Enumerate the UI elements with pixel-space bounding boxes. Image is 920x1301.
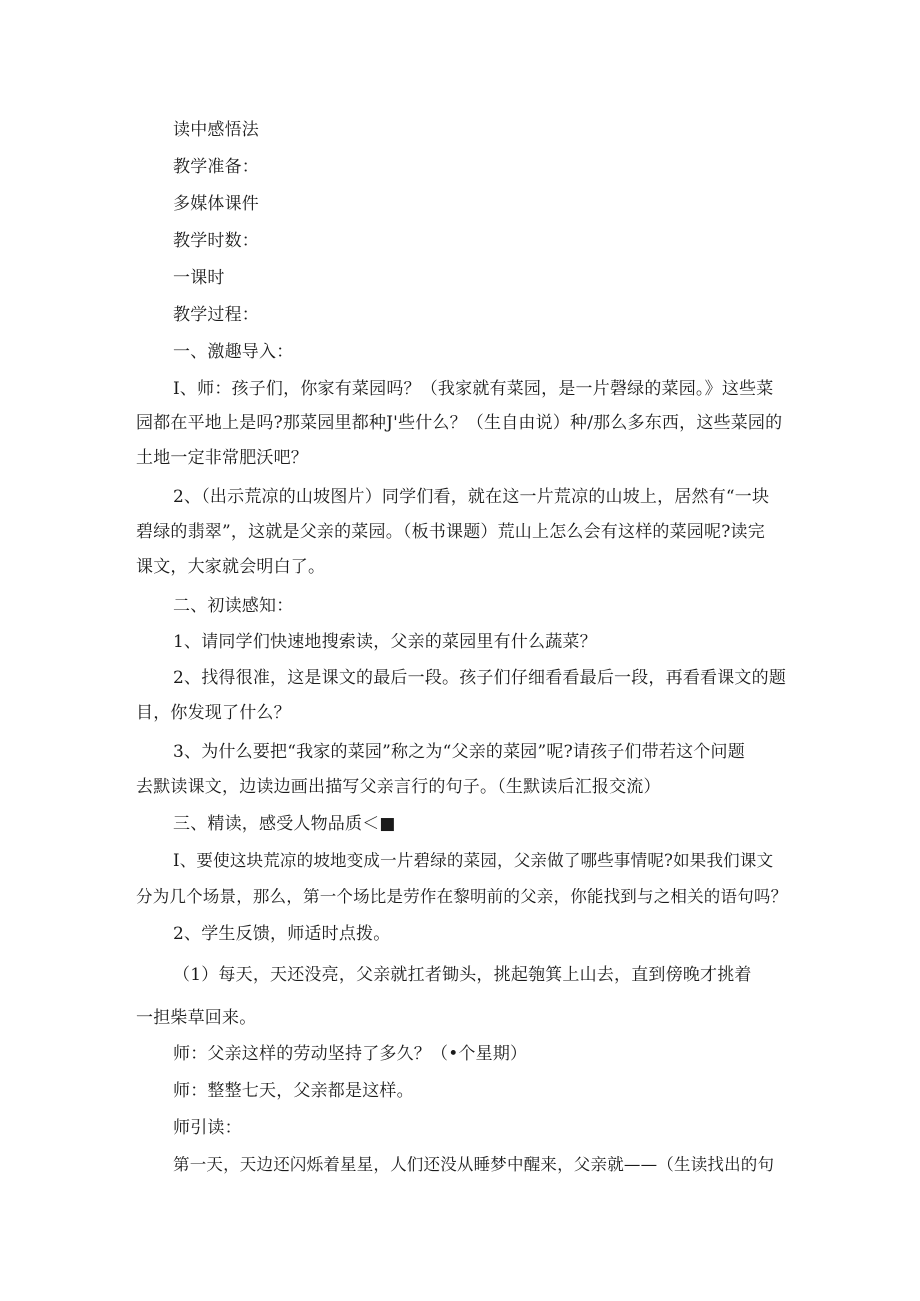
paragraph-line: 碧绿的翡翠”，这就是父亲的菜园。（板书课题）荒山上怎么会有这样的菜园呢?读完	[136, 522, 765, 542]
section-2-heading: 二、初读感知：	[173, 596, 294, 616]
paragraph-line: 2、找得很准，这是课文的最后一段。孩子们仔细看看最后一段，再看看课文的题	[173, 668, 787, 688]
section-3-heading: 三、精读，感受人物品质＜■	[173, 814, 396, 834]
paragraph-line: 去默读课文，边读边画出描写父亲言行的句子。（生默读后汇报交流）	[136, 777, 661, 797]
paragraph-line: 第一天，天边还闪烁着星星，人们还没从睡梦中醒来，父亲就——（生读找出的句	[173, 1155, 775, 1174]
paragraph-line: （1）每天，天还没亮，父亲就扛者锄头，挑起匏箕上山去，直到傍晚才挑着	[173, 965, 752, 985]
prep-text: 多媒体课件	[173, 194, 259, 214]
paragraph-line: 3、为什么要把“我家的菜园”称之为“父亲的菜园”呢?请孩子们带若这个问题	[173, 742, 745, 762]
paragraph-line: I、师：孩子们，你家有菜园吗？（我家就有菜园，是一片磬绿的菜园。》这些菜	[173, 379, 774, 399]
paragraph-line: 目，你发现了什么？	[136, 703, 291, 723]
section-1-heading: 一、激趣导入：	[173, 342, 294, 362]
method-text: 读中感悟法	[173, 120, 259, 140]
hours-heading: 教学时数：	[173, 231, 259, 251]
paragraph-line: 2、学生反馈，师适时点拨。	[173, 924, 391, 944]
paragraph-line: 师引读：	[173, 1118, 242, 1138]
paragraph-line: 课文，大家就会明白了。	[136, 557, 326, 577]
paragraph-line: 园都在平地上是吗?那菜园里都种J'些什么？（生自由说）种/那么多东西，这些菜园的	[136, 413, 783, 433]
paragraph-line: 师：整整七天，父亲都是这样。	[173, 1081, 414, 1101]
paragraph-line: 分为几个场景，那么，第一个场比是劳作在黎明前的父亲，你能找到与之相关的语句吗？	[136, 887, 788, 906]
paragraph-line: 一担柴草回来。	[136, 1008, 257, 1028]
process-heading: 教学过程：	[173, 305, 259, 325]
hours-text: 一课时	[173, 268, 225, 288]
paragraph-line: 2、（出示荒凉的山坡图片）同学们看，就在这一片荒凉的山坡上，居然有“一块	[173, 487, 770, 507]
paragraph-line: 1、请同学们快速地搜索读，父亲的菜园里有什么蔬菜？	[173, 632, 597, 652]
paragraph-line: I、要使这块荒凉的坡地变成一片碧绿的菜园，父亲做了哪些事情呢?如果我们课文	[173, 851, 774, 870]
paragraph-line: 师：父亲这样的劳动坚持了多久？（•个星期）	[173, 1044, 528, 1064]
paragraph-line: 土地一定非常肥沃吧？	[136, 448, 308, 468]
prep-heading: 教学准备：	[173, 157, 259, 177]
